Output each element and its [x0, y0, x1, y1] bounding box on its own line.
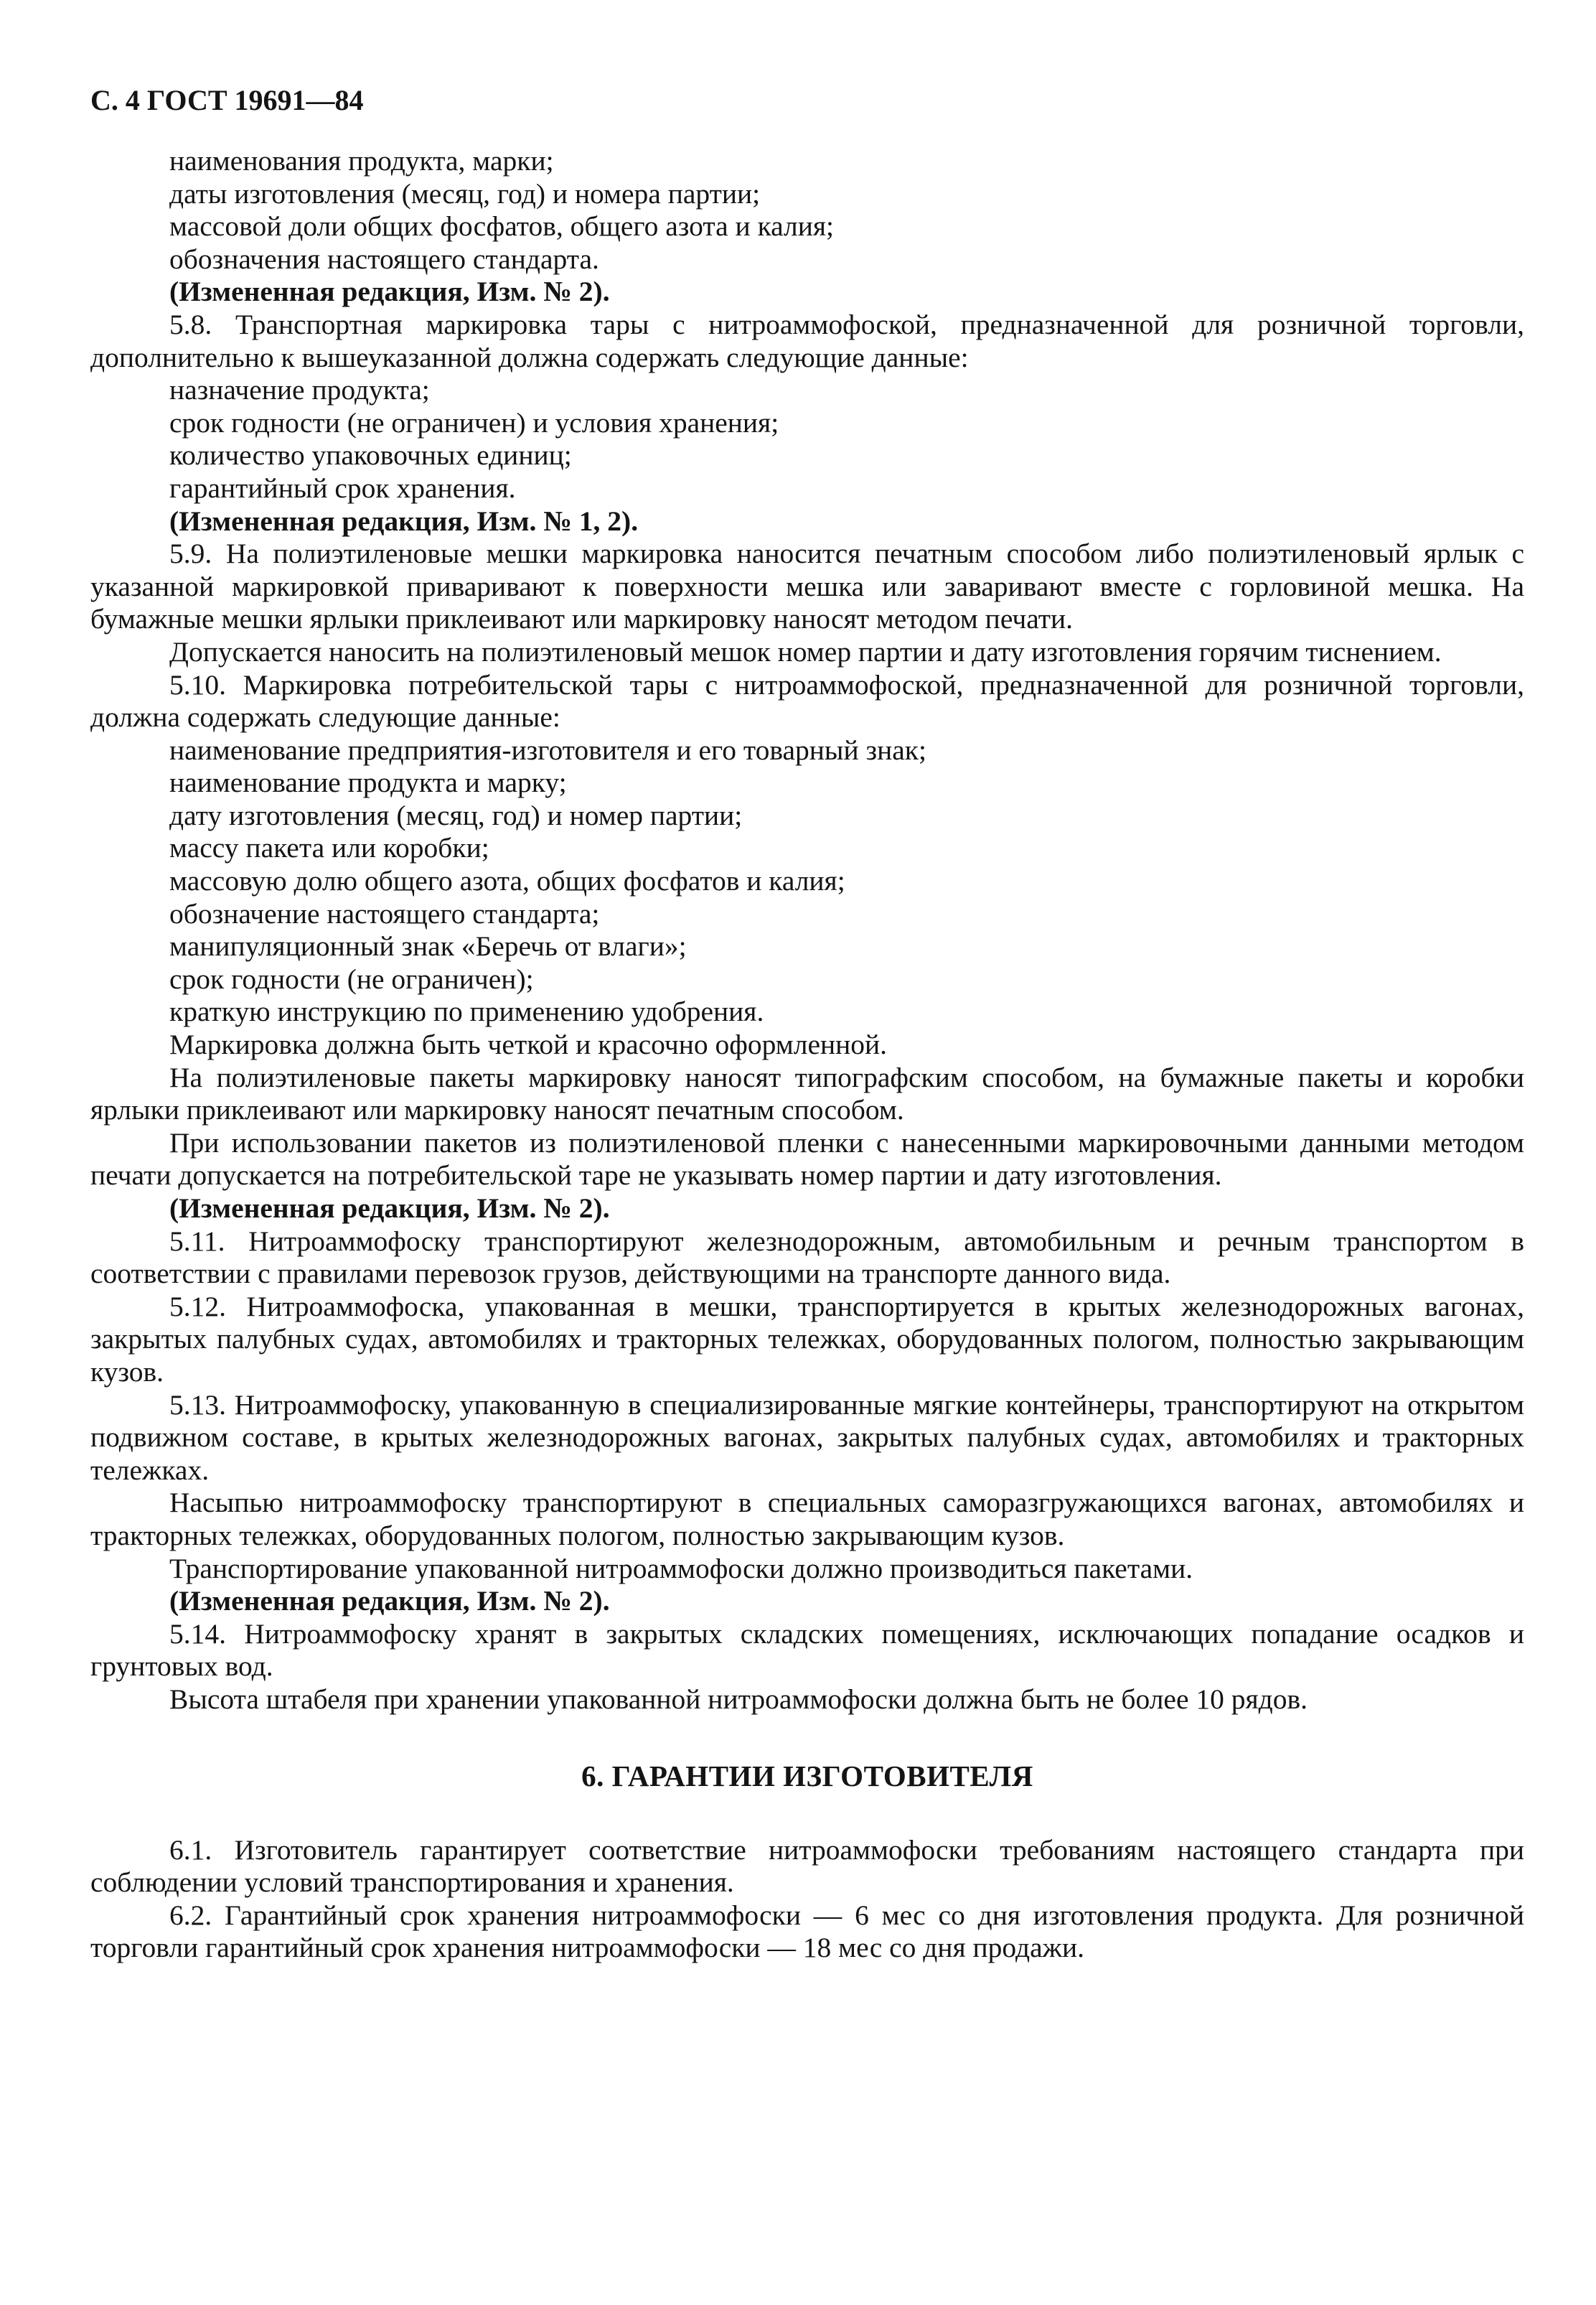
list-item: обозначения настоящего стандарта.: [169, 243, 599, 275]
clause-6-2: 6.2. Гарантийный срок хранения нитроаммофоски — 6 мес со дня изготовления продукта. Для розничной торговли гарантийный срок хранения нитроаммофоски — 18 мес со дня продажи.: [90, 1899, 1524, 1964]
paragraph: Транспортирование упакованной нитроаммофоски должно производиться пакетами.: [169, 1552, 1193, 1584]
paragraph: Допускается наносить на полиэтиленовый мешок номер партии и дату изготовления горячим тиснением.: [169, 635, 1442, 668]
list-item: наименования продукта, марки;: [169, 145, 554, 177]
list-item: манипуляционный знак «Беречь от влаги»;: [169, 930, 687, 963]
clause-5-10: 5.10. Маркировка потребительской тары с нитроаммофоской, предназначенной для розничной торговли, должна содержать следующие данные:: [90, 668, 1524, 734]
clause-6-1: 6.1. Изготовитель гарантирует соответствие нитроаммофоски требованиям настоящего стандарта при соблюдении условий транспортирования и хранения.: [90, 1833, 1524, 1899]
paragraph: Насыпью нитроаммофоску транспортируют в специальных саморазгружающихся вагонах, автомобилях и тракторных тележках, оборудованных пологом, полностью закрывающим кузов.: [90, 1487, 1524, 1551]
list-item: обозначение настоящего стандарта;: [169, 897, 600, 930]
list-item: наименование предприятия-изготовителя и его товарный знак;: [169, 734, 926, 766]
clause-5-12: 5.12. Нитроаммофоска, упакованная в мешки, транспортируется в крытых железнодорожных вагонах, закрытых палубных судах, автомобилях и тракторных тележках, оборудованных пологом, полностью закрывающим кузов.: [90, 1290, 1524, 1388]
list-item: массу пакета или коробки;: [169, 832, 489, 864]
paragraph: Высота штабеля при хранении упакованной нитроаммофоски должна быть не более 10 рядов.: [169, 1683, 1308, 1715]
revision-note: (Измененная редакция, Изм. № 1, 2).: [169, 505, 639, 537]
clause-5-9: 5.9. На полиэтиленовые мешки маркировка наносится печатным способом либо полиэтиленовый ярлык с указанной маркировкой приваривают к поверхности мешка или заваривают вместе с горловиной мешка. На бумажные мешки ярлыки приклеивают или маркировку наносят методом печати.: [90, 538, 1524, 635]
paragraph: При использовании пакетов из полиэтиленовой пленки с нанесенными маркировочными данными методом печати допускается на потребительской таре не указывать номер партии и дату изготовления.: [90, 1126, 1524, 1192]
clause-5-14: 5.14. Нитроаммофоску хранят в закрытых складских помещениях, исключающих попадание осадков и грунтовых вод.: [90, 1617, 1524, 1683]
list-item: срок годности (не ограничен) и условия хранения;: [169, 406, 779, 439]
clause-5-8: 5.8. Транспортная маркировка тары с нитроаммофоской, предназначенной для розничной торговли, дополнительно к вышеуказанной должна содержать следующие данные:: [90, 308, 1524, 373]
list-item: срок годности (не ограничен);: [169, 963, 534, 995]
list-item: массовой доли общих фосфатов, общего азота и калия;: [169, 210, 835, 243]
clause-5-13: 5.13. Нитроаммофоску, упакованную в специализированные мягкие контейнеры, транспортируют на открытом подвижном составе, в крытых железнодорожных вагонах, закрытых палубных судах, автомобилях и тракторных тележках.: [90, 1388, 1524, 1486]
clause-5-11: 5.11. Нитроаммофоску транспортируют железнодорожным, автомобильным и речным транспортом в соответствии с правилами перевозок грузов, действующими на транспорте данного вида.: [90, 1225, 1524, 1290]
list-item: краткую инструкцию по применению удобрения.: [169, 996, 764, 1028]
revision-note: (Измененная редакция, Изм. № 2).: [169, 276, 610, 308]
list-item: количество упаковочных единиц;: [169, 439, 572, 472]
paragraph: На полиэтиленовые пакеты маркировку наносят типографским способом, на бумажные пакеты и коробки ярлыки приклеивают или маркировку наносят печатным способом.: [90, 1061, 1524, 1126]
list-item: массовую долю общего азота, общих фосфатов и калия;: [169, 865, 845, 897]
list-item: назначение продукта;: [169, 374, 430, 406]
list-item: гарантийный срок хранения.: [169, 472, 516, 504]
running-head: С. 4 ГОСТ 19691—84: [90, 84, 364, 116]
section-heading: 6. ГАРАНТИИ ИЗГОТОВИТЕЛЯ: [581, 1759, 1033, 1792]
list-item: наименование продукта и марку;: [169, 767, 567, 799]
list-item: дату изготовления (месяц, год) и номер партии;: [169, 799, 743, 831]
list-item: даты изготовления (месяц, год) и номера партии;: [169, 177, 761, 210]
revision-note: (Измененная редакция, Изм. № 2).: [169, 1585, 610, 1617]
revision-note: (Измененная редакция, Изм. № 2).: [169, 1192, 610, 1224]
paragraph: Маркировка должна быть четкой и красочно оформленной.: [169, 1029, 888, 1061]
